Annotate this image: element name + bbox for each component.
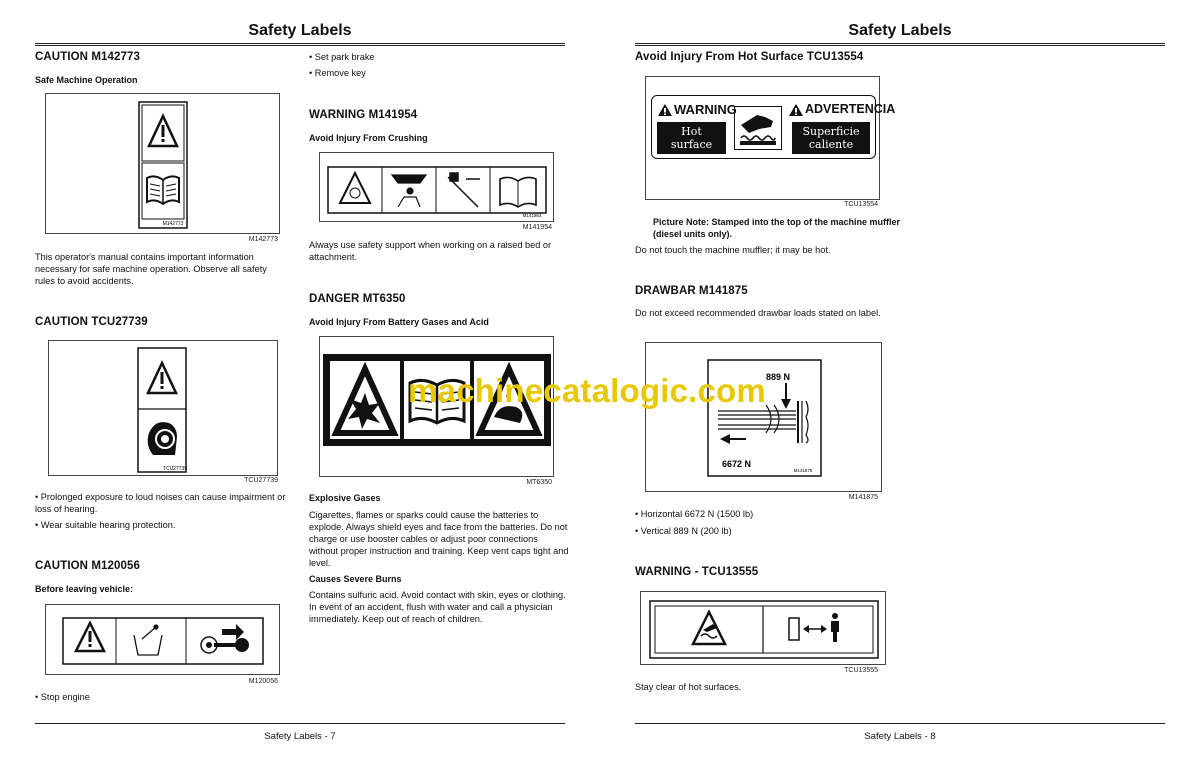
crushing-label-image [320,153,555,223]
warning-word: WARNING [674,102,737,117]
warning-text-block [657,122,726,154]
hot-surface-body: Do not touch the machine muffler; it may be hot. [635,245,831,255]
caution-m142773-figure [45,93,280,234]
bullet-item: • Set park brake [309,52,375,62]
caution-tcu27739-figure [48,340,278,476]
hot-hand-icon [735,107,780,148]
hot-surface-pictogram [734,106,782,150]
caution-m120056-subheading: Before leaving vehicle: [35,584,134,594]
page-footer: Safety Labels - 8 [864,731,936,742]
figure-caption: M142773 [248,236,278,243]
stay-clear-label-image [641,592,887,666]
danger-mt6350-subheading: Avoid Injury From Battery Gases and Acid [309,317,489,327]
label-code: M141954 [522,213,542,218]
bullet-item: • Vertical 889 N (200 lb) [635,526,732,536]
warning-m141954-figure [319,152,554,222]
footer-rule [635,723,1165,724]
hot-surface-heading: Avoid Injury From Hot Surface TCU13554 [635,51,864,63]
leave-vehicle-label-image [46,605,281,676]
caution-tcu27739-heading: CAUTION TCU27739 [35,316,148,328]
vertical-load-label: 889 N [766,372,791,382]
drawbar-figure [645,342,882,492]
bullet-item: • Prolonged exposure to loud noises can cause impairment or loss of hearing. [35,492,286,514]
alert-triangle-icon [788,103,804,117]
title-rule [635,43,1165,46]
figure-caption: M141875 [848,494,878,501]
warning-text: Hot surface [670,125,713,151]
figure-caption: MT6350 [526,479,552,486]
picture-note: Picture Note: Stamped into the top of the machine muffler (diesel units only). [653,217,901,239]
caution-m120056-heading: CAUTION M120056 [35,560,141,572]
figure-caption: TCU27739 [244,477,278,484]
figure-caption: M141954 [522,224,552,231]
horizontal-load-label: 6672 N [722,459,752,469]
watermark: machinecatalogic.com [408,372,766,409]
caution-m120056-figure [45,604,280,675]
warning-tcu13555-figure [640,591,886,665]
warning-m141954-body: Always use safety support when working on a raised bed or attachment. [309,240,552,262]
drawbar-label-image [646,343,883,493]
warning-m141954-heading: WARNING M141954 [309,109,418,121]
caution-m142773-heading: CAUTION M142773 [35,51,141,63]
hot-surface-figure [645,76,896,200]
alert-triangle-icon [657,103,673,117]
page-title: Safety Labels [848,22,952,39]
advertencia-word: ADVERTENCIA [805,102,896,116]
bullet-item: • Wear suitable hearing protection. [35,520,176,530]
figure-caption: TCU13555 [844,667,878,674]
open-book-icon [147,176,179,204]
drawbar-heading: DRAWBAR M141875 [635,285,748,297]
page-title: Safety Labels [248,22,352,39]
footer-rule [35,723,565,724]
advertencia-header [788,102,896,117]
figure-caption: M120056 [248,678,278,685]
advertencia-text: Superficie caliente [802,125,860,151]
label-code: M141875 [793,468,813,473]
figure-caption: TCU13554 [844,201,878,208]
hot-surface-label [651,95,896,159]
title-rule [35,43,565,46]
warning-m141954-subheading: Avoid Injury From Crushing [309,133,428,143]
bullet-item: • Stop engine [35,692,90,702]
severe-burns-heading: Causes Severe Burns [309,574,402,584]
bullet-item: • Horizontal 6672 N (1500 lb) [635,509,754,519]
explosive-gases-body: Cigarettes, flames or sparks could cause the batteries to explode. Always shield eyes and face from the batteries. Do not charge or use booster cables or adjust poor connections without proper instruction and training. Keep vent caps tight and level. [309,510,569,568]
explosive-gases-heading: Explosive Gases [309,493,381,503]
danger-mt6350-heading: DANGER MT6350 [309,293,406,305]
warning-header [657,102,737,117]
advertencia-text-block [792,122,870,154]
drawbar-body: Do not exceed recommended drawbar loads stated on label. [635,308,881,318]
caution-m142773-body: This operator's manual contains important information necessary for safe machine operation. Observe all safety rules to avoid accidents. [35,252,267,286]
caution-m142773-subheading: Safe Machine Operation [35,75,138,85]
page-footer: Safety Labels - 7 [264,731,336,742]
label-code: M142773 [162,221,184,227]
label-code: TCU27739 [162,466,188,472]
severe-burns-body: Contains sulfuric acid. Avoid contact with skin, eyes or clothing. In event of an accident, flush with water and call a physician immediately. Keep out of reach of children. [309,590,566,624]
warning-tcu13555-body: Stay clear of hot surfaces. [635,682,742,692]
bullet-item: • Remove key [309,68,366,78]
warning-tcu13555-heading: WARNING - TCU13555 [635,566,759,578]
hearing-label-image [49,341,279,477]
open-book-icon [500,177,536,207]
manual-label-image [46,94,281,235]
